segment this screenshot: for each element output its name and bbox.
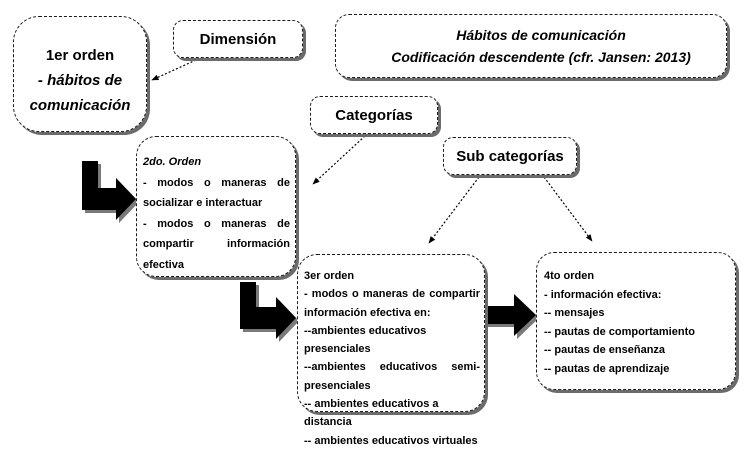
- fourth-order-line: - información efectiva:: [544, 288, 662, 301]
- fourth-order-line: -- mensajes: [544, 307, 605, 319]
- first-order-box: [13, 16, 147, 132]
- heading-line-1: Hábitos de comunicación: [456, 27, 626, 43]
- categorias-pointer: [313, 136, 365, 184]
- third-order-line: -- ambientes educativos a distancia: [304, 398, 439, 429]
- categorias-label: Categorías: [310, 96, 438, 134]
- second-order-line: efectiva: [143, 258, 184, 271]
- second-order-title: 2do. Orden: [143, 156, 202, 168]
- dimension-label: Dimensión: [173, 20, 303, 58]
- flow-arrow-3: [484, 294, 539, 339]
- diagram-heading: [335, 14, 727, 78]
- first-order-line-1: - hábitos de: [37, 72, 123, 89]
- third-order-line: --ambientes educativos presenciales: [304, 324, 427, 356]
- fourth-order-line: -- pautas de aprendizaje: [544, 362, 670, 375]
- third-order-box: [297, 254, 485, 447]
- subcategorias-pointer-left: [429, 177, 479, 243]
- third-order-line: --ambientes educativos semi-: [304, 361, 480, 374]
- third-order-line: información efectiva en:: [304, 306, 431, 319]
- heading-line-2: Codificación descendente (cfr. Jansen: 2013): [391, 49, 691, 65]
- subcategorias-pointer-right: [544, 177, 592, 241]
- fourth-order-box: [536, 252, 736, 390]
- third-order-line: -- ambientes educativos virtuales: [304, 434, 478, 447]
- second-order-line: compartir información: [143, 238, 290, 250]
- dimension-pointer: [152, 60, 196, 80]
- flow-arrow-2: [240, 282, 299, 342]
- second-order-line: - modos o maneras de: [143, 217, 290, 230]
- second-order-line: socializar e interactuar: [143, 197, 263, 209]
- subcategorias-label: Sub categorías: [443, 137, 577, 175]
- fourth-order-title: 4to orden: [544, 270, 595, 282]
- third-order-line: presenciales: [304, 379, 371, 392]
- second-order-line: - modos o maneras de: [143, 176, 290, 189]
- third-order-title: 3er orden: [304, 270, 355, 282]
- third-order-line: - modos o maneras de compartir: [304, 288, 480, 301]
- fourth-order-line: -- pautas de enseñanza: [544, 344, 666, 356]
- fourth-order-line: -- pautas de comportamiento: [544, 325, 695, 338]
- first-order-title: 1er orden: [45, 47, 115, 64]
- first-order-line-2: comunicación: [29, 97, 131, 114]
- second-order-box: [136, 136, 296, 277]
- flow-arrow-1: [82, 161, 139, 223]
